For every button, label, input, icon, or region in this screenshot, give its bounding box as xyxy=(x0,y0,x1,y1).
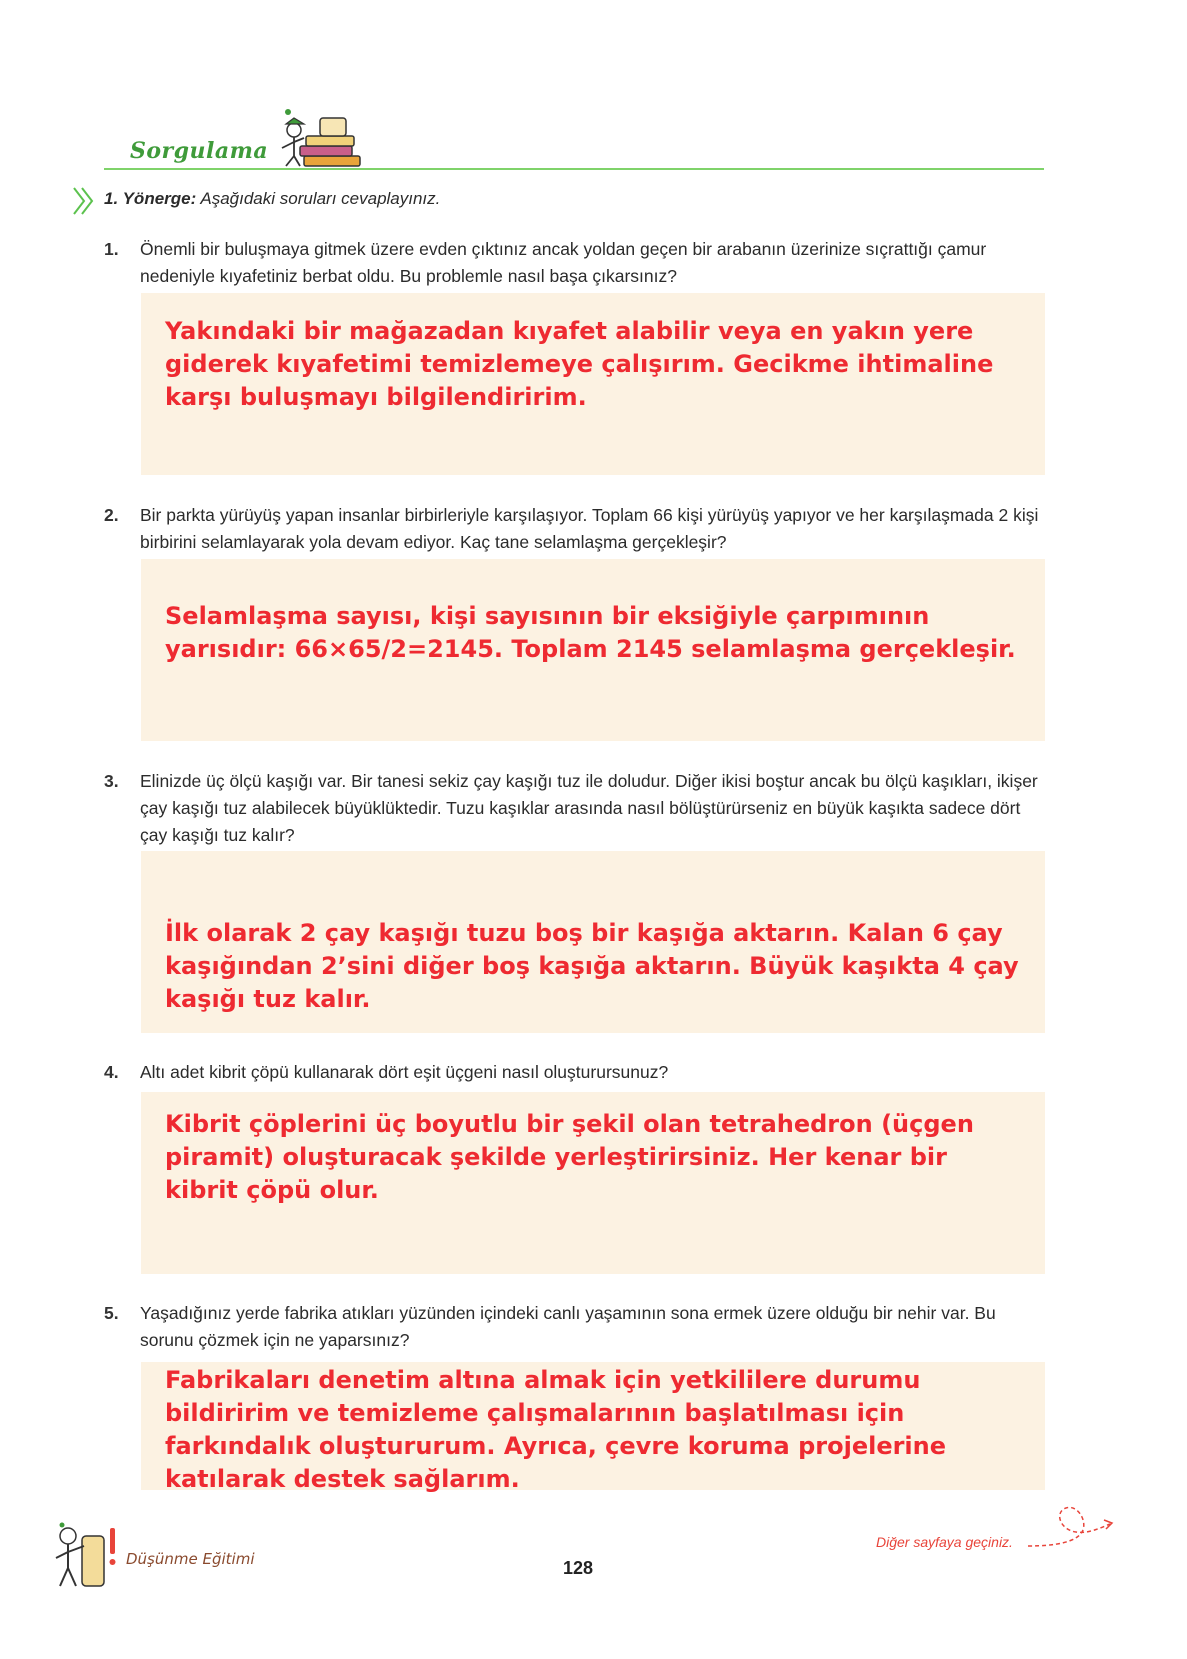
answer-text: Selamlaşma sayısı, kişi sayısının bir eksiğiyle çarpımının yarısıdır: 66×65/2=2145. Toplam 2145 selamlaşma gerçekleşir. xyxy=(165,602,1016,663)
question-text: Altı adet kibrit çöpü kullanarak dört eşit üçgeni nasıl oluşturursunuz? xyxy=(140,1062,669,1082)
books-illustration-icon xyxy=(276,108,366,170)
answer-text: Fabrikaları denetim altına almak için yetkililere durumu bildiririm ve temizleme çalışmalarının başlatılması için farkındalık oluştururum. Ayrıca, çevre koruma projelerine katılarak destek sağlarım. xyxy=(165,1366,947,1493)
answer-text: Kibrit çöplerini üç boyutlu bir şekil olan tetrahedron (üçgen piramit) oluşturacak şekilde yerleştirirsiniz. Her kenar bir kibrit çöpü olur. xyxy=(165,1110,974,1204)
answer-box-3 xyxy=(141,851,1045,1033)
question-text: Bir parkta yürüyüş yapan insanlar birbirleriyle karşılaşıyor. Toplam 66 kişi yürüyüş yapıyor ve her karşılaşmada 2 kişi birbirini selamlayarak yola devam ediyor. Kaç tane selamlaşma gerçekleşir? xyxy=(140,505,1039,552)
dashed-arrow-icon xyxy=(1026,1494,1116,1549)
header-divider xyxy=(104,168,1044,170)
answer-box-2 xyxy=(141,559,1045,741)
section-title: Sorgulama xyxy=(130,138,269,164)
question-5 xyxy=(104,1300,1044,1354)
thinking-character-logo-icon xyxy=(52,1522,122,1592)
instruction-text: Aşağıdaki soruları cevaplayınız. xyxy=(196,189,441,208)
question-4 xyxy=(104,1059,1044,1086)
question-2 xyxy=(104,502,1044,556)
question-number: 2. xyxy=(104,505,119,525)
question-text: Önemli bir buluşmaya gitmek üzere evden çıktınız ancak yoldan geçen bir arabanın üzerinize sıçrattığı çamur nedeniyle kıyafetiniz berbat oldu. Bu problemle nasıl başa çıkarsınız? xyxy=(140,239,987,286)
instruction-label: 1. Yönerge: xyxy=(104,189,197,208)
question-number: 1. xyxy=(104,239,119,259)
next-page-hint: Diğer sayfaya geçiniz. xyxy=(876,1534,1013,1550)
question-text: Elinizde üç ölçü kaşığı var. Bir tanesi sekiz çay kaşığı tuz ile doludur. Diğer ikisi boştur ancak bu ölçü kaşıkları, ikişer çay kaşığı tuz alabilecek büyüklüktedir. Tuzu kaşıklar arasında nasıl bölüştürürseniz en büyük kaşıkta sadece dört çay kaşığı tuz kalır? xyxy=(140,771,1038,845)
answer-box-1 xyxy=(141,293,1045,475)
answer-box-5 xyxy=(141,1362,1045,1493)
chevron-right-icon xyxy=(72,186,96,216)
answer-text: İlk olarak 2 çay kaşığı tuzu boş bir kaşığa aktarın. Kalan 6 çay kaşığından 2’sini diğer boş kaşığa aktarın. Büyük kaşıkta 4 çay kaşığı tuz kalır. xyxy=(165,919,1019,1013)
answer-text: Yakındaki bir mağazadan kıyafet alabilir veya en yakın yere giderek kıyafetimi temizlemeye çalışırım. Gecikme ihtimaline karşı buluşmayı bilgilendiririm. xyxy=(165,317,994,411)
question-1 xyxy=(104,236,1044,290)
question-number: 5. xyxy=(104,1303,119,1323)
page-number: 128 xyxy=(563,1558,594,1578)
question-number: 3. xyxy=(104,771,119,791)
question-number: 4. xyxy=(104,1062,119,1082)
question-3 xyxy=(104,768,1044,849)
footer-brand: Düşünme Eğitimi xyxy=(126,1550,255,1568)
answer-box-4 xyxy=(141,1092,1045,1274)
instruction xyxy=(104,189,440,209)
question-text: Yaşadığınız yerde fabrika atıkları yüzünden içindeki canlı yaşamının sona ermek üzere olduğu bir nehir var. Bu sorunu çözmek için ne yaparsınız? xyxy=(140,1303,996,1350)
